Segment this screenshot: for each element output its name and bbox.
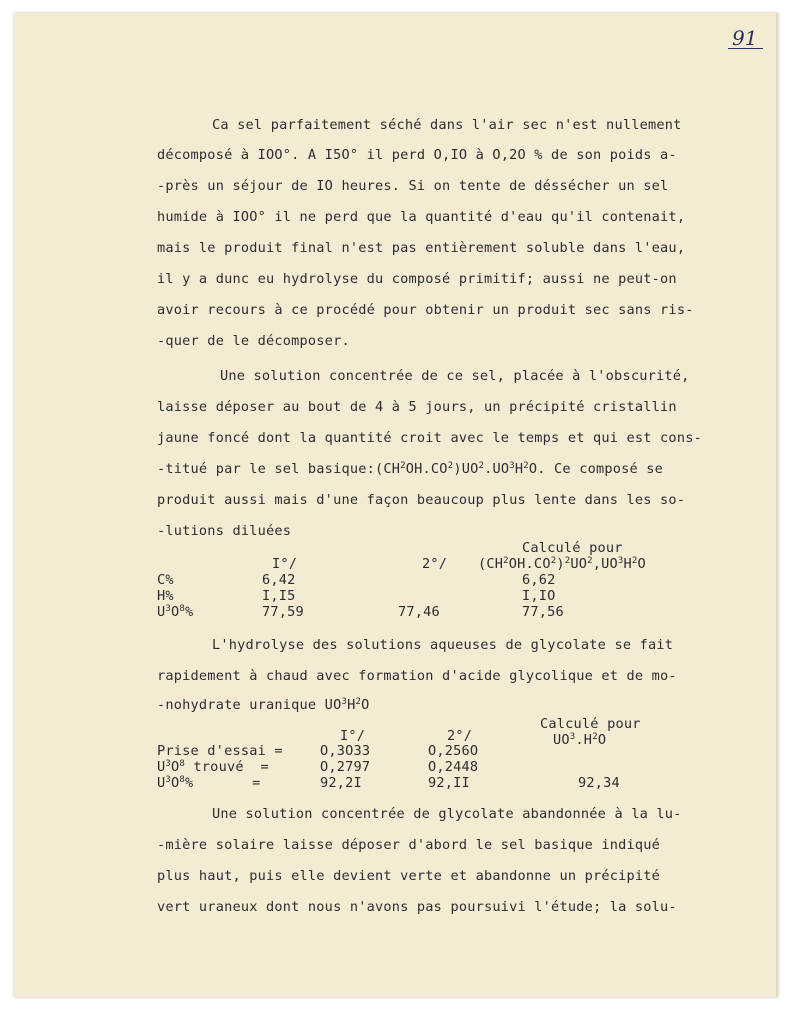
paragraph4-line-4: vert uraneux dont nous n'avons pas poursuivi l'étude; la solu- xyxy=(157,899,677,915)
table1-row-label: H% xyxy=(157,588,174,604)
table2-cell: O,3O33 xyxy=(320,743,371,759)
paragraph1-line-2: décomposé à IOO°. A I5O° il perd O,IO à O,2O % de son poids a- xyxy=(157,147,677,163)
table1-row-label: $U^3O^8\%$ xyxy=(157,604,194,620)
table1-cell: 77,56 xyxy=(522,604,564,620)
table2-cell: O,2797 xyxy=(320,759,371,775)
paragraph1-line-1: Ca sel parfaitement séché dans l'air sec n'est nullement xyxy=(212,117,682,133)
page-number: 91 xyxy=(732,26,758,50)
table2-calc-heading: Calculé pour xyxy=(540,716,641,732)
paragraph1-line-6: il y a dunc eu hydrolyse du composé primitif; aussi ne peut-on xyxy=(157,271,677,287)
paragraph2-line-6: -lutions diluées xyxy=(157,523,292,539)
table2-cell: O,256O xyxy=(428,743,479,759)
paragraph1-line-8: -quer de le décomposer. xyxy=(157,333,350,349)
paragraph2-line-4: -titué par le sel $basique:(CH^2OH.CO^2)UO^2.UO^3H^2O$. Ce composé se xyxy=(157,461,664,477)
paragraph3-line-2: rapidement à chaud avec formation d'acide glycolique et de mo- xyxy=(157,668,677,684)
paragraph4-line-1: Une solution concentrée de glycolate abandonnée à la lu- xyxy=(212,806,682,822)
table2-row-label: $U^3O^8$ trouvé = xyxy=(157,759,269,775)
paragraph2-line-5: produit aussi mais d'une façon beaucoup plus lente dans les so- xyxy=(157,492,686,508)
paragraph3-line-3: -nohydrate uranique $UO^3H^2O$ xyxy=(157,697,370,713)
table2-cell: 92,2I xyxy=(320,775,362,791)
table1-cell: I,IO xyxy=(522,588,556,604)
paragraph4-line-3: plus haut, puis elle devient verte et abandonne un précipité xyxy=(157,868,661,884)
table2-row-label: Prise d'essai = xyxy=(157,743,283,759)
paragraph4-line-2: -mière solaire laisse déposer d'abord le sel basique indiqué xyxy=(157,837,661,853)
table1-cell: 6,42 xyxy=(262,572,296,588)
paragraph2-line-3: jaune foncé dont la quantité croit avec le temps et qui est cons- xyxy=(157,430,702,446)
table2-cell: O,2448 xyxy=(428,759,479,775)
table2-cell: 92,34 xyxy=(578,775,620,791)
table1-col2-heading: 2°/ xyxy=(422,556,448,572)
paragraph2-line-1: Une solution concentrée de ce sel, placée à l'obscurité, xyxy=(220,368,690,384)
table1-formula-heading: $(CH^2OH.CO^2)^2UO^2,UO^3H^2O$ xyxy=(478,556,646,572)
table2-col2-heading: 2°/ xyxy=(447,728,473,744)
table1-col1-heading: I°/ xyxy=(272,556,298,572)
table2-row-label: $U^3O^8\%$ = xyxy=(157,775,261,791)
paragraph3-line-1: L'hydrolyse des solutions aqueuses de glycolate se fait xyxy=(212,637,674,653)
table1-cell: 77,46 xyxy=(398,604,440,620)
paragraph1-line-3: -près un séjour de IO heures. Si on tente de déssécher un sel xyxy=(157,178,669,194)
table2-col1-heading: I°/ xyxy=(340,728,366,744)
table2-formula-heading: $UO^3.H^2O$ xyxy=(553,732,607,748)
table1-cell: 6,62 xyxy=(522,572,556,588)
table1-cell: 77,59 xyxy=(262,604,304,620)
paragraph2-line-2: laisse déposer au bout de 4 à 5 jours, un précipité cristallin xyxy=(157,399,677,415)
paragraph1-line-7: avoir recours à ce procédé pour obtenir un produit sec sans ris- xyxy=(157,302,694,318)
paragraph1-line-5: mais le produit final n'est pas entièrement soluble dans l'eau, xyxy=(157,240,686,256)
table2-cell: 92,II xyxy=(428,775,470,791)
paragraph1-line-4: humide à IOO° il ne perd que la quantité d'eau qu'il contenait, xyxy=(157,209,686,225)
table1-row-label: C% xyxy=(157,572,174,588)
table1-cell: I,I5 xyxy=(262,588,296,604)
table1-calc-heading: Calculé pour xyxy=(522,540,623,556)
